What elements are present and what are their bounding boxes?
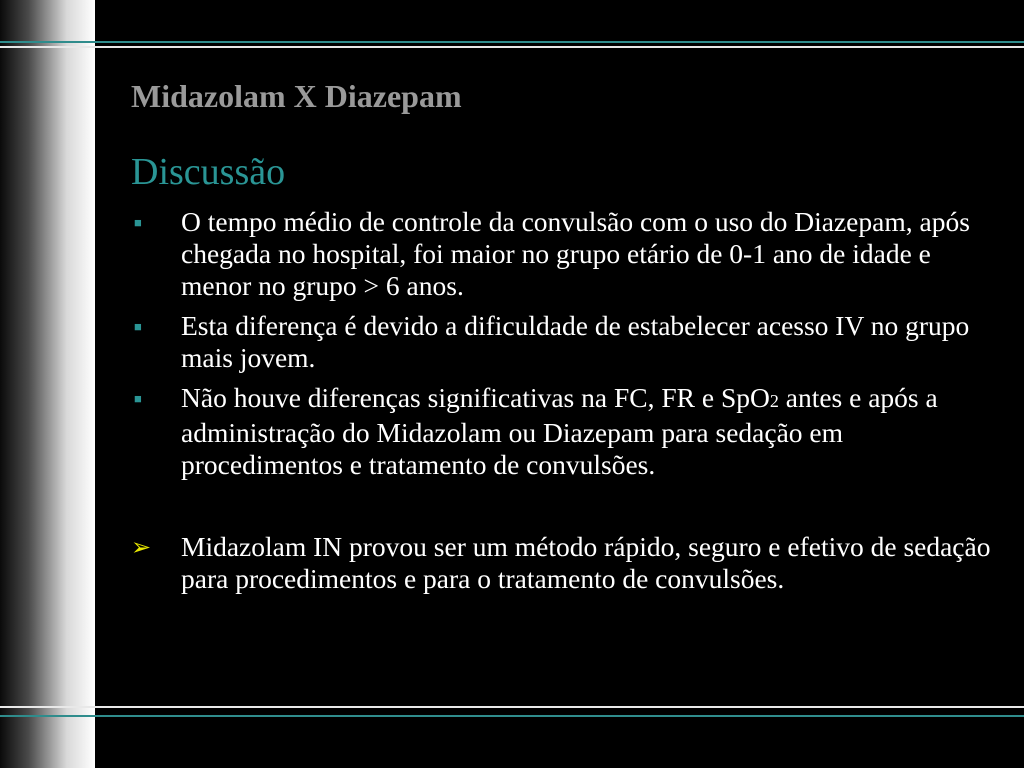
bullet-item [131,206,991,302]
bullet-item [131,310,991,374]
arrow-bullet-icon: ➢ [131,533,152,561]
slide-subtitle: Discussão [131,151,286,193]
bottom-teal-rule [0,715,1024,717]
top-white-rule [0,46,1024,48]
bullet-text: Esta diferença é devido a dificuldade de estabelecer acesso IV no grupo mais jovem. [181,310,970,373]
bullet-item [131,382,991,481]
square-bullet-icon: ■ [134,319,142,334]
square-bullet-icon: ■ [134,215,142,230]
subscript-two: 2 [769,391,779,411]
bullet-text: O tempo médio de controle da convulsão com o uso do Diazepam, após chegada no hospital, foi maior no grupo etário de 0-1 ano de idade e menor no grupo > 6 anos. [181,206,970,301]
conclusion-text: Midazolam IN provou ser um método rápido, seguro e efetivo de sedação para procedimentos e para o tratamento de convulsões. [181,531,991,594]
bottom-white-rule [0,706,1024,708]
top-teal-rule [0,41,1024,43]
slide-title: Midazolam X Diazepam [131,78,462,114]
conclusion-item [131,531,991,595]
bullet-list [131,206,991,603]
side-gradient-band [0,0,95,768]
bullet-text-start: Não houve diferenças significativas na FC, FR e SpO [181,382,770,413]
bullet-text-end: antes e após a administração do Midazolam ou Diazepam para sedação em procedimentos e tratamento de convulsões. [181,382,938,480]
square-bullet-icon: ■ [134,391,142,406]
